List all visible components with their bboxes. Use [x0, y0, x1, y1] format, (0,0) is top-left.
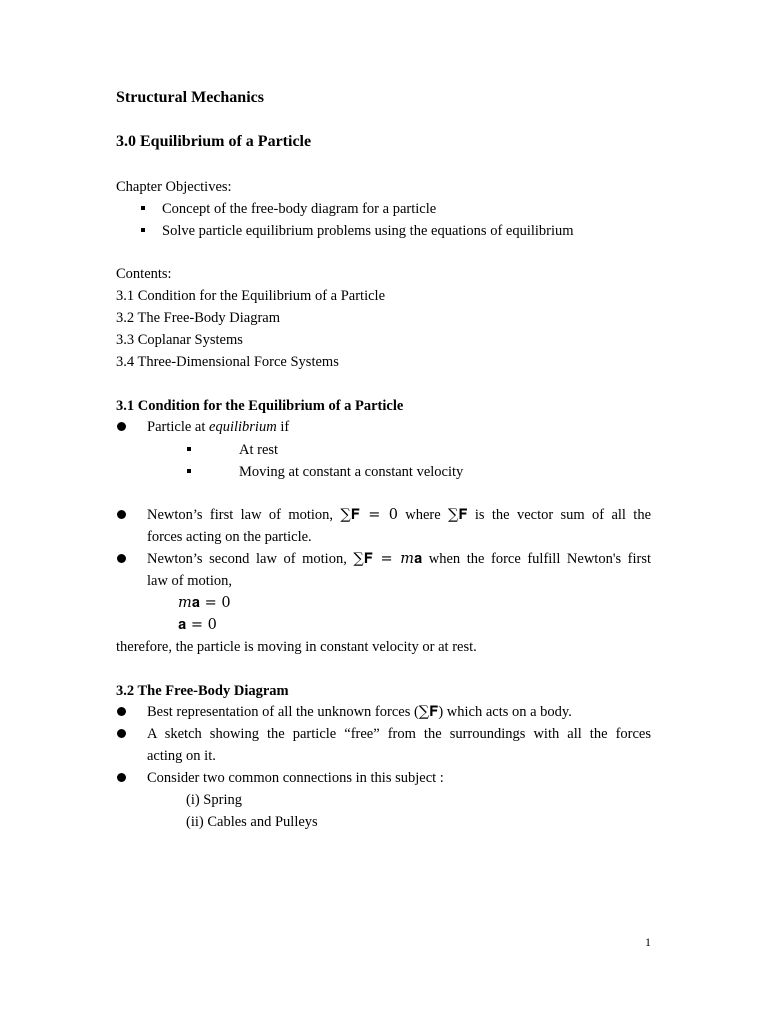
chapter-title: 3.0 Equilibrium of a Particle	[116, 133, 312, 150]
bullet-text: Newton’s first law of motion, ∑𝐅 = 0 where ∑𝐅 is the vector sum of all the	[147, 507, 652, 523]
round-bullet-icon	[117, 707, 126, 716]
page-number: 1	[645, 935, 651, 949]
connection-list-item: (i) Spring	[186, 792, 242, 808]
section-heading-3-2: 3.2 The Free-Body Diagram	[116, 683, 289, 699]
conclusion-text: therefore, the particle is moving in constant velocity or at rest.	[116, 639, 477, 655]
round-bullet-icon	[117, 729, 126, 738]
objective-item: Concept of the free-body diagram for a particle	[162, 201, 437, 217]
square-bullet-icon	[187, 447, 191, 451]
sub-item: Moving at constant a constant velocity	[239, 464, 464, 480]
connection-list-item: (ii) Cables and Pulleys	[186, 814, 318, 830]
contents-item: 3.1 Condition for the Equilibrium of a Particle	[116, 288, 386, 304]
equation: 𝐚 = 0	[178, 617, 217, 633]
objectives-heading: Chapter Objectives:	[116, 179, 232, 195]
round-bullet-icon	[117, 422, 126, 431]
bullet-text: Consider two common connections in this subject :	[147, 770, 444, 786]
bullet-text-continued: law of motion,	[147, 573, 232, 589]
contents-heading: Contents:	[116, 266, 172, 282]
objective-item: Solve particle equilibrium problems using the equations of equilibrium	[162, 223, 574, 239]
bullet-text-continued: forces acting on the particle.	[147, 529, 312, 545]
bullet-text: Particle at equilibrium if	[147, 419, 290, 435]
square-bullet-icon	[141, 228, 145, 232]
bullet-text: Best representation of all the unknown forces (∑𝐅) which acts on a body.	[147, 704, 572, 720]
round-bullet-icon	[117, 773, 126, 782]
square-bullet-icon	[187, 469, 191, 473]
contents-item: 3.4 Three-Dimensional Force Systems	[116, 354, 339, 370]
round-bullet-icon	[117, 554, 126, 563]
bullet-text: Newton’s second law of motion, ∑𝐅 = 𝑚𝐚 when the force fulfill Newton's first	[147, 551, 652, 567]
equation: 𝑚𝐚 = 0	[178, 595, 231, 611]
bullet-text-continued: acting on it.	[147, 748, 216, 764]
document-title: Structural Mechanics	[116, 89, 264, 106]
round-bullet-icon	[117, 510, 126, 519]
square-bullet-icon	[141, 206, 145, 210]
sub-item: At rest	[239, 442, 279, 458]
contents-item: 3.3 Coplanar Systems	[116, 332, 243, 348]
section-heading-3-1: 3.1 Condition for the Equilibrium of a Particle	[116, 398, 404, 414]
bullet-text: A sketch showing the particle “free” from the surroundings with all the forces	[147, 726, 651, 742]
contents-item: 3.2 The Free-Body Diagram	[116, 310, 281, 326]
